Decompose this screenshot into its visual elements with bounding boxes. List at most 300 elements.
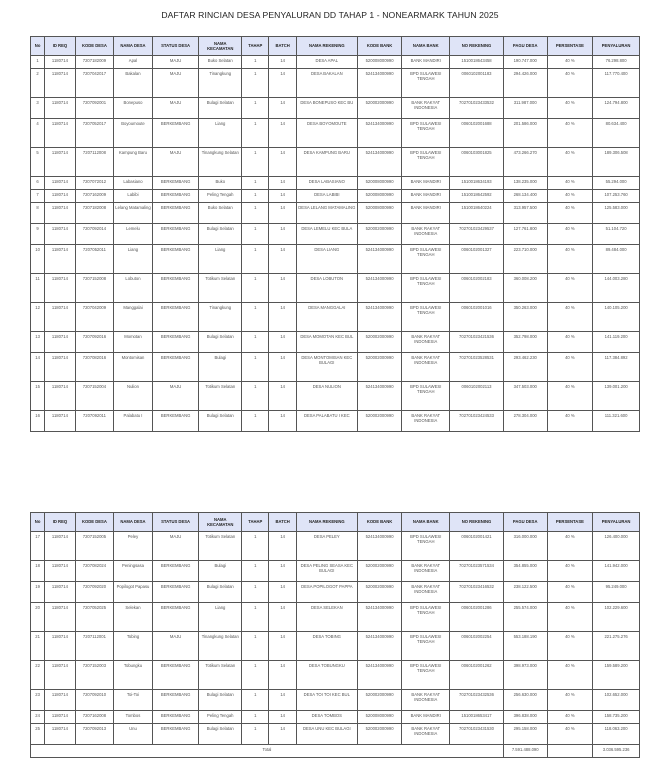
cell-nama-rekening: DESA KAMPUNG BARU [296,148,357,177]
cell-no-rekening: 702701023528531 [450,353,504,382]
cell-nama-kecamatan: Totikum Selatan [199,382,242,411]
cell-pagu-desa: 238.122.500 [503,582,547,603]
cell-kode-desa: 7207072012 [75,177,114,190]
cell-nama-rekening: DESA POPILOGOT PAPPA [296,582,357,603]
cell-kode-bank: 524134000990 [357,603,402,632]
cell-persentase: 40 % [547,177,593,190]
cell-nama-desa: Boyoumoute [114,119,153,148]
table-row [31,303,640,332]
cell-no: 12 [31,303,45,332]
table-row [31,532,640,561]
cell-id-req: 1180714 [45,353,75,382]
cell-kode-desa: 7207152005 [75,532,114,561]
cell-id-req: 1180714 [45,119,75,148]
header-nama-kecamatan: NAMA KECAMATAN [199,37,242,56]
cell-nama-bank: BPD SULAWESI TENGAH [402,148,450,177]
cell-status-desa: BERKEMBANG [152,711,199,724]
cell-nama-bank: BANK MANDIRI [402,177,450,190]
cell-persentase: 40 % [547,411,593,432]
cell-pagu-desa: 201.586.000 [503,119,547,148]
cell-kode-bank: 524134000990 [357,69,402,98]
cell-kode-desa: 7207092016 [75,332,114,353]
cell-tahap: 1 [242,245,269,274]
cell-no: 25 [31,724,45,745]
cell-status-desa: BERKEMBANG [152,724,199,745]
cell-nama-desa: Peningsasa [114,561,153,582]
cell-kode-desa: 7207092011 [75,411,114,432]
cell-kode-desa: 7207042009 [75,303,114,332]
cell-persentase: 40 % [547,274,593,303]
rincian-table-page-2 [30,512,640,758]
cell-status-desa: BERKEMBANG [152,353,199,382]
cell-penyaluran: 117.384.892 [593,353,640,382]
cell-pagu-desa: 268.134.400 [503,190,547,203]
header-persentase: PERSENTASE [547,37,593,56]
header-no: No [31,37,45,56]
cell-nama-bank: BANK RAKYAT INDONESIA [402,582,450,603]
cell-kode-bank: 524134000990 [357,632,402,661]
cell-kode-bank: 520002000990 [357,411,402,432]
header-no: No [31,513,45,532]
cell-batch: 14 [269,724,296,745]
header-batch: BATCH [269,513,296,532]
cell-no-rekening: 1510018634193 [450,177,504,190]
header-tahap: TAHAP [242,37,269,56]
cell-no: 1 [31,56,45,69]
cell-batch: 14 [269,382,296,411]
cell-kode-desa: 7207052025 [75,603,114,632]
cell-no-rekening: 702701023416532 [450,582,504,603]
cell-nama-rekening: DESA SELEKAN [296,603,357,632]
cell-pagu-desa: 278.304.000 [503,411,547,432]
cell-tahap: 1 [242,603,269,632]
cell-nama-kecamatan: Tinangkung [199,303,242,332]
cell-status-desa: BERKEMBANG [152,690,199,711]
cell-tahap: 1 [242,148,269,177]
cell-batch: 14 [269,148,296,177]
cell-nama-desa: Lobuton [114,274,153,303]
cell-persentase: 40 % [547,690,593,711]
cell-nama-kecamatan: Bulagi Selatan [199,98,242,119]
cell-persentase: 40 % [547,661,593,690]
cell-id-req: 1180714 [45,56,75,69]
cell-no: 19 [31,582,45,603]
cell-nama-bank: BANK RAKYAT INDONESIA [402,332,450,353]
cell-nama-kecamatan: Bulagi [199,561,242,582]
cell-no: 16 [31,411,45,432]
page-title: DAFTAR RINCIAN DESA PENYALURAN DD TAHAP 1 - NONEARMARK TAHUN 2025 [161,10,499,20]
cell-penyaluran: 76.298.800 [593,56,640,69]
cell-no: 6 [31,177,45,190]
cell-nama-bank: BANK RAKYAT INDONESIA [402,690,450,711]
cell-pagu-desa: 255.574.000 [503,603,547,632]
cell-persentase: 40 % [547,332,593,353]
cell-tahap: 1 [242,56,269,69]
cell-kode-bank: 524134000990 [357,148,402,177]
cell-no: 20 [31,603,45,632]
cell-batch: 14 [269,532,296,561]
cell-id-req: 1180714 [45,98,75,119]
header-status-desa: STATUS DESA [152,513,199,532]
cell-pagu-desa: 352.798.000 [503,332,547,353]
cell-no-rekening: 1510018640224 [450,203,504,224]
cell-tahap: 1 [242,382,269,411]
cell-nama-bank: BANK MANDIRI [402,203,450,224]
cell-batch: 14 [269,353,296,382]
cell-pagu-desa: 398.973.000 [503,661,547,690]
header-nama-rekening: NAMA REKENING [296,513,357,532]
header-nama-desa: NAMA DESA [114,37,153,56]
cell-kode-bank: 520002000990 [357,724,402,745]
cell-persentase: 40 % [547,561,593,582]
cell-status-desa: BERKEMBANG [152,203,199,224]
cell-persentase: 40 % [547,245,593,274]
cell-kode-desa: 7207052011 [75,245,114,274]
table-row [31,98,640,119]
cell-nama-bank: BPD SULAWESI TENGAH [402,532,450,561]
cell-batch: 14 [269,690,296,711]
cell-kode-bank: 520002000990 [357,353,402,382]
cell-no: 22 [31,661,45,690]
cell-nama-bank: BANK RAKYAT INDONESIA [402,561,450,582]
cell-status-desa: MAJU [152,69,199,98]
cell-penyaluran: 107.253.760 [593,190,640,203]
cell-pagu-desa: 294.426.000 [503,69,547,98]
header-kode-bank: KODE BANK [357,513,402,532]
cell-nama-rekening: DESA LELANG MATAMALING [296,203,357,224]
cell-persentase: 40 % [547,98,593,119]
cell-kode-desa: 7207092020 [75,582,114,603]
header-nama-bank: NAMA BANK [402,513,450,532]
header-penyaluran: PENYALURAN [593,37,640,56]
cell-kode-bank: 524134000990 [357,532,402,561]
header-kode-desa: KODE DESA [75,513,114,532]
cell-nama-desa: Toi-Toi [114,690,153,711]
cell-status-desa: BERKEMBANG [152,119,199,148]
cell-no-rekening: 0060102001688 [450,119,504,148]
cell-status-desa: MAJU [152,98,199,119]
cell-tahap: 1 [242,69,269,98]
cell-nama-desa: Selekan [114,603,153,632]
cell-nama-rekening: DESA UNU KEC BULAGI [296,724,357,745]
cell-nama-desa: Tobing [114,632,153,661]
cell-nama-desa: Peley [114,532,153,561]
table-row [31,382,640,411]
cell-persentase: 40 % [547,532,593,561]
cell-no-rekening: 1510018653417 [450,711,504,724]
table-row [31,690,640,711]
cell-nama-desa: Palabatu I [114,411,153,432]
cell-no-rekening: 702701023421536 [450,332,504,353]
cell-batch: 14 [269,203,296,224]
cell-no-rekening: 702701023431530 [450,724,504,745]
header-no-rekening: NO REKENING [450,37,504,56]
cell-nama-desa: Manggalai [114,303,153,332]
cell-penyaluran: 221.275.276 [593,632,640,661]
cell-nama-rekening: DESA BOYOMOUTE [296,119,357,148]
cell-kode-desa: 7207152004 [75,382,114,411]
cell-nama-bank: BPD SULAWESI TENGAH [402,303,450,332]
cell-no: 13 [31,332,45,353]
total-label: Total [31,745,504,758]
cell-batch: 14 [269,661,296,690]
cell-kode-desa: 7207092013 [75,724,114,745]
cell-penyaluran: 144.003.280 [593,274,640,303]
cell-nama-kecamatan: Bulagi Selatan [199,224,242,245]
cell-batch: 14 [269,632,296,661]
cell-nama-desa: Tobungku [114,661,153,690]
cell-nama-rekening: DESA LABASIANO [296,177,357,190]
cell-nama-rekening: DESA MONTOMISAN KEC BULAGI [296,353,357,382]
cell-id-req: 1180714 [45,411,75,432]
cell-nama-rekening: DESA MANGGALAI [296,303,357,332]
cell-nama-rekening: DESA APAL [296,56,357,69]
cell-nama-kecamatan: Bulagi Selatan [199,411,242,432]
header-pagu-desa: PAGU DESA [503,513,547,532]
cell-batch: 14 [269,582,296,603]
cell-status-desa: BERKEMBANG [152,332,199,353]
cell-no: 14 [31,353,45,382]
cell-nama-bank: BPD SULAWESI TENGAH [402,382,450,411]
cell-batch: 14 [269,190,296,203]
cell-pagu-desa: 354.855.000 [503,561,547,582]
cell-nama-bank: BANK RAKYAT INDONESIA [402,224,450,245]
cell-tahap: 1 [242,190,269,203]
table-row [31,274,640,303]
cell-nama-kecamatan: Bulagi Selatan [199,582,242,603]
cell-tahap: 1 [242,274,269,303]
cell-no-rekening: 702701023429537 [450,224,504,245]
cell-no: 24 [31,711,45,724]
cell-nama-kecamatan: Tinangkung Selatan [199,148,242,177]
cell-pagu-desa: 127.761.800 [503,224,547,245]
cell-persentase: 40 % [547,724,593,745]
cell-id-req: 1180714 [45,690,75,711]
cell-tahap: 1 [242,724,269,745]
cell-kode-bank: 524134000990 [357,274,402,303]
cell-kode-bank: 520002000990 [357,98,402,119]
table-row [31,245,640,274]
cell-tahap: 1 [242,661,269,690]
cell-nama-rekening: DESA PELEY [296,532,357,561]
cell-persentase: 40 % [547,69,593,98]
cell-tahap: 1 [242,532,269,561]
cell-nama-kecamatan: Totikum Selatan [199,532,242,561]
cell-nama-rekening: DESA TOBING [296,632,357,661]
cell-nama-desa: Labasiano [114,177,153,190]
cell-status-desa: BERKEMBANG [152,561,199,582]
cell-nama-rekening: DESA LOBUTON [296,274,357,303]
table-row [31,632,640,661]
cell-kode-bank: 524134000990 [357,382,402,411]
table-row [31,203,640,224]
cell-kode-bank: 520008000990 [357,711,402,724]
cell-pagu-desa: 295.158.000 [503,724,547,745]
cell-status-desa: MAJU [152,56,199,69]
cell-tahap: 1 [242,582,269,603]
cell-batch: 14 [269,177,296,190]
cell-tahap: 1 [242,98,269,119]
cell-pagu-desa: 350.263.000 [503,303,547,332]
cell-tahap: 1 [242,224,269,245]
table-row [31,177,640,190]
cell-persentase: 40 % [547,632,593,661]
table-row [31,332,640,353]
cell-no-rekening: 0060102002183 [450,274,504,303]
cell-kode-bank: 520008000990 [357,190,402,203]
cell-no: 10 [31,245,45,274]
cell-kode-desa: 7207182008 [75,203,114,224]
cell-nama-rekening: DESA NULION [296,382,357,411]
cell-persentase: 40 % [547,224,593,245]
cell-penyaluran: 80.634.400 [593,119,640,148]
total-persentase [547,745,593,758]
cell-id-req: 1180714 [45,332,75,353]
table-row [31,582,640,603]
cell-pagu-desa: 553.188.190 [503,632,547,661]
cell-no-rekening: 0060102001286 [450,603,504,632]
cell-pagu-desa: 473.266.270 [503,148,547,177]
cell-penyaluran: 140.105.200 [593,303,640,332]
cell-nama-bank: BANK MANDIRI [402,190,450,203]
cell-penyaluran: 159.589.200 [593,661,640,690]
cell-nama-desa: Lemelu [114,224,153,245]
cell-nama-rekening: DESA TOMBOS [296,711,357,724]
cell-nama-bank: BPD SULAWESI TENGAH [402,603,450,632]
cell-kode-desa: 7207082016 [75,353,114,382]
cell-batch: 14 [269,711,296,724]
cell-tahap: 1 [242,303,269,332]
cell-penyaluran: 141.942.000 [593,561,640,582]
cell-penyaluran: 118.063.200 [593,724,640,745]
cell-batch: 14 [269,56,296,69]
cell-nama-rekening: DESA LIANG [296,245,357,274]
cell-nama-kecamatan: Liang [199,119,242,148]
cell-no: 23 [31,690,45,711]
cell-kode-bank: 520008000990 [357,177,402,190]
cell-penyaluran: 102.652.000 [593,690,640,711]
header-no-rekening: NO REKENING [450,513,504,532]
cell-status-desa: BERKEMBANG [152,582,199,603]
cell-id-req: 1180714 [45,245,75,274]
cell-no-rekening: 1510018642592 [450,190,504,203]
cell-persentase: 40 % [547,582,593,603]
cell-batch: 14 [269,245,296,274]
cell-tahap: 1 [242,411,269,432]
cell-pagu-desa: 313.957.500 [503,203,547,224]
cell-id-req: 1180714 [45,382,75,411]
header-nama-rekening: NAMA REKENING [296,37,357,56]
table-header-row [31,513,640,532]
cell-kode-desa: 7207092010 [75,690,114,711]
cell-nama-desa: Popilogot Papasu [114,582,153,603]
cell-pagu-desa: 347.503.000 [503,382,547,411]
cell-persentase: 40 % [547,303,593,332]
cell-kode-desa: 7207112001 [75,632,114,661]
cell-persentase: 40 % [547,353,593,382]
cell-id-req: 1180714 [45,724,75,745]
cell-persentase: 40 % [547,382,593,411]
cell-nama-desa: Labibi [114,190,153,203]
cell-nama-bank: BPD SULAWESI TENGAH [402,632,450,661]
cell-status-desa: BERKEMBANG [152,190,199,203]
cell-nama-kecamatan: Totikum Selatan [199,274,242,303]
cell-status-desa: BERKEMBANG [152,303,199,332]
table-row [31,190,640,203]
cell-id-req: 1180714 [45,603,75,632]
header-persentase: PERSENTASE [547,513,593,532]
table-row [31,711,640,724]
table-row [31,561,640,582]
cell-no: 15 [31,382,45,411]
cell-pagu-desa: 138.235.000 [503,177,547,190]
cell-nama-rekening: DESA BAKALAN [296,69,357,98]
table-row [31,353,640,382]
cell-status-desa: BERKEMBANG [152,661,199,690]
cell-tahap: 1 [242,353,269,382]
cell-nama-bank: BPD SULAWESI TENGAH [402,274,450,303]
cell-tahap: 1 [242,632,269,661]
cell-penyaluran: 111.321.600 [593,411,640,432]
header-status-desa: STATUS DESA [152,37,199,56]
cell-nama-bank: BANK MANDIRI [402,56,450,69]
cell-nama-kecamatan: Tinangkung [199,69,242,98]
cell-batch: 14 [269,69,296,98]
cell-nama-desa: Bakalan [114,69,153,98]
total-pagu-desa: 7.591.488.090 [503,745,547,758]
cell-pagu-desa: 396.838.000 [503,711,547,724]
cell-status-desa: BERKEMBANG [152,274,199,303]
cell-kode-desa: 7207152003 [75,661,114,690]
cell-status-desa: BERKEMBANG [152,603,199,632]
cell-persentase: 40 % [547,190,593,203]
cell-nama-bank: BANK RAKYAT INDONESIA [402,411,450,432]
cell-nama-desa: Bonepuso [114,98,153,119]
cell-penyaluran: 51.104.720 [593,224,640,245]
cell-penyaluran: 189.306.508 [593,148,640,177]
cell-nama-kecamatan: Totikum Selatan [199,661,242,690]
cell-nama-kecamatan: Peling Tengah [199,190,242,203]
cell-status-desa: BERKEMBANG [152,177,199,190]
cell-status-desa: BERKEMBANG [152,245,199,274]
cell-status-desa: MAJU [152,382,199,411]
cell-kode-desa: 7207162008 [75,711,114,724]
cell-nama-rekening: DESA TOBUNGKU [296,661,357,690]
cell-pagu-desa: 360.008.200 [503,274,547,303]
cell-id-req: 1180714 [45,661,75,690]
cell-status-desa: MAJU [152,632,199,661]
cell-kode-desa: 7207112008 [75,148,114,177]
cell-no-rekening: 702701023571534 [450,561,504,582]
cell-batch: 14 [269,561,296,582]
cell-nama-desa: Montomisan [114,353,153,382]
table-row [31,224,640,245]
cell-id-req: 1180714 [45,532,75,561]
cell-no: 3 [31,98,45,119]
cell-penyaluran: 125.583.000 [593,203,640,224]
cell-penyaluran: 102.229.600 [593,603,640,632]
cell-no-rekening: 702701023432536 [450,690,504,711]
cell-nama-kecamatan: Buko Selatan [199,203,242,224]
cell-kode-bank: 524134000990 [357,119,402,148]
cell-batch: 14 [269,603,296,632]
cell-persentase: 40 % [547,148,593,177]
cell-kode-bank: 520002000990 [357,690,402,711]
cell-nama-bank: BPD SULAWESI TENGAH [402,119,450,148]
cell-no-rekening: 0060102001421 [450,532,504,561]
cell-kode-desa: 7207052017 [75,119,114,148]
cell-penyaluran: 89.484.000 [593,245,640,274]
